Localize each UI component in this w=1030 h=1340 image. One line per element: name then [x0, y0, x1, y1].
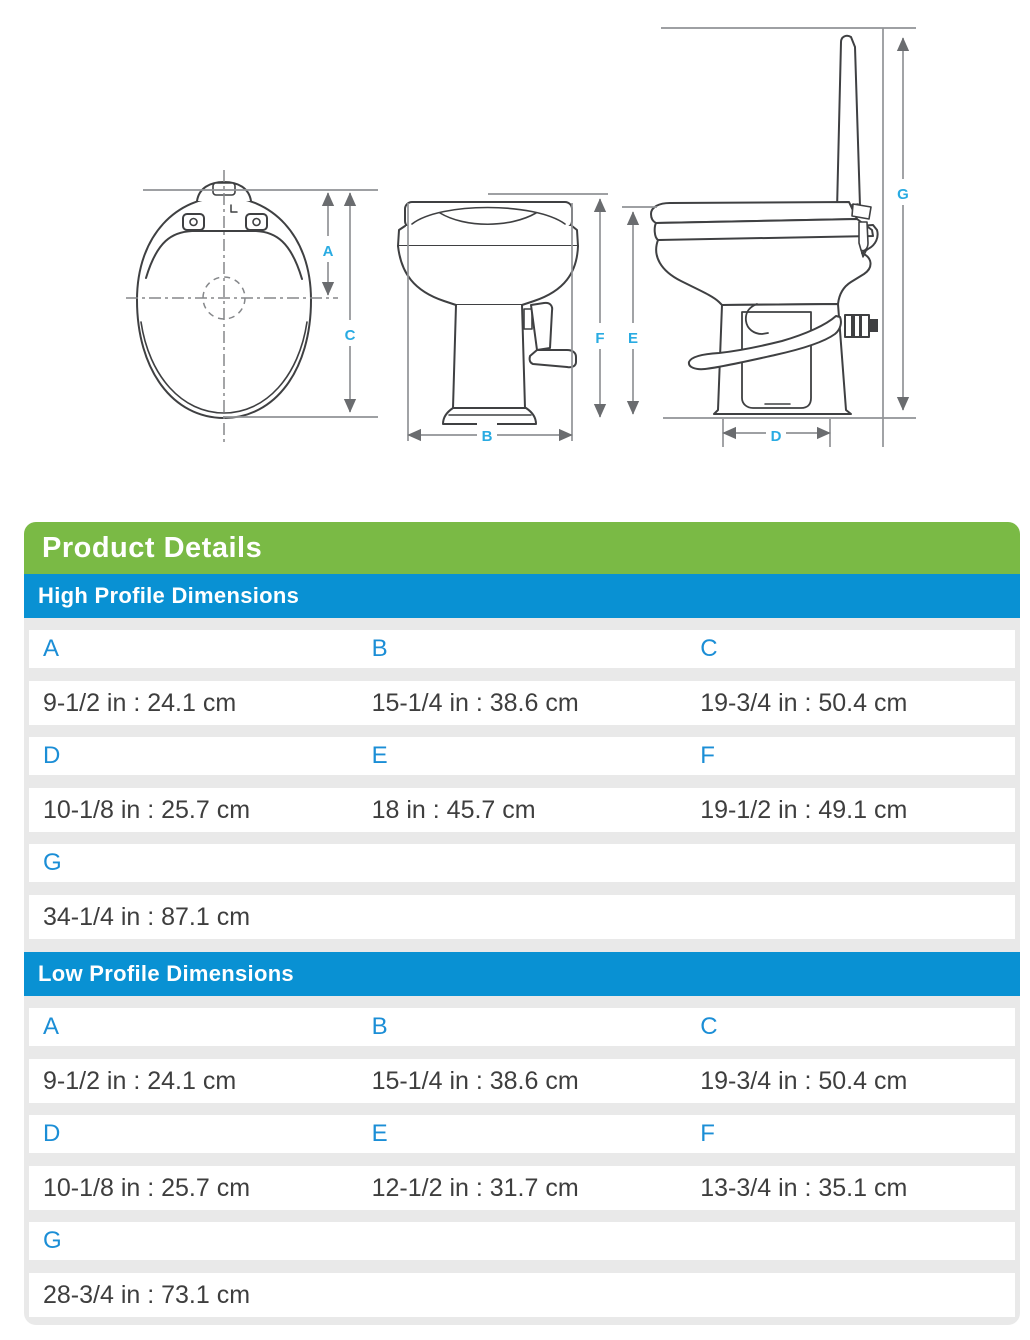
- dimension-label-row: [29, 737, 1015, 775]
- dimension-label-row: [29, 1115, 1015, 1153]
- dimension-label-cell: A: [43, 635, 60, 662]
- dimension-label-cell: G: [43, 849, 62, 876]
- dimension-value-cell: 15-1/4 in : 38.6 cm: [371, 688, 579, 717]
- dimension-label-cell: E: [371, 742, 388, 769]
- side-view: [651, 36, 878, 414]
- dimension-label-cell: A: [43, 1013, 60, 1040]
- dim-label-e: E: [627, 330, 639, 347]
- dim-label-g: G: [897, 186, 909, 203]
- dimension-value-row: [29, 681, 1015, 725]
- dim-label-c: C: [344, 327, 356, 344]
- dimension-label-row: [29, 1008, 1015, 1046]
- dimension-label-cell: G: [43, 1227, 62, 1254]
- dimension-label-cell: F: [700, 742, 715, 769]
- dimension-label-cell: B: [371, 1013, 388, 1040]
- dimension-label-row: [29, 1222, 1015, 1260]
- dimension-value-cell: 19-1/2 in : 49.1 cm: [700, 795, 908, 824]
- dimension-value-cell: 9-1/2 in : 24.1 cm: [43, 1066, 237, 1095]
- card-title: Product Details: [24, 522, 1020, 574]
- dimension-value-cell: 9-1/2 in : 24.1 cm: [43, 688, 237, 717]
- dim-label-f: F: [595, 330, 605, 347]
- dimension-label-cell: E: [371, 1120, 388, 1147]
- dimension-value-cell: 18 in : 45.7 cm: [371, 795, 536, 824]
- dim-label-a: A: [322, 243, 334, 260]
- dimension-value-cell: 10-1/8 in : 25.7 cm: [43, 1173, 251, 1202]
- dimension-value-cell: 12-1/2 in : 31.7 cm: [371, 1173, 579, 1202]
- section-header-low-profile: Low Profile Dimensions: [24, 952, 1020, 996]
- dimension-label-cell: C: [700, 635, 718, 662]
- dimension-label-row: [29, 844, 1015, 882]
- dim-label-b: B: [481, 428, 493, 445]
- dim-label-d: D: [770, 428, 782, 445]
- dimension-value-cell: 34-1/4 in : 87.1 cm: [43, 902, 251, 931]
- dimension-value-cell: 19-3/4 in : 50.4 cm: [700, 688, 908, 717]
- dimension-value-row: [29, 1166, 1015, 1210]
- dimension-label-row: [29, 630, 1015, 668]
- dimension-value-cell: 15-1/4 in : 38.6 cm: [371, 1066, 579, 1095]
- dimension-value-cell: 10-1/8 in : 25.7 cm: [43, 795, 251, 824]
- toilet-dimension-drawing: [0, 0, 1030, 505]
- dimension-value-row: [29, 1059, 1015, 1103]
- dimension-value-row: [29, 895, 1015, 939]
- front-view: [398, 202, 578, 424]
- dimension-value-cell: 19-3/4 in : 50.4 cm: [700, 1066, 908, 1095]
- dimension-label-cell: F: [700, 1120, 715, 1147]
- section-header-high-profile: High Profile Dimensions: [24, 574, 1020, 618]
- dimension-value-cell: 28-3/4 in : 73.1 cm: [43, 1280, 251, 1309]
- product-details-card: [24, 522, 1020, 1325]
- dimension-value-row: [29, 788, 1015, 832]
- dimension-value-row: [29, 1273, 1015, 1317]
- dimension-label-cell: B: [371, 635, 388, 662]
- dimension-label-cell: D: [43, 1120, 61, 1147]
- dimension-label-cell: D: [43, 742, 61, 769]
- product-dimension-diagram: [0, 0, 1030, 505]
- dimension-value-cell: 13-3/4 in : 35.1 cm: [700, 1173, 908, 1202]
- dimension-label-cell: C: [700, 1013, 718, 1040]
